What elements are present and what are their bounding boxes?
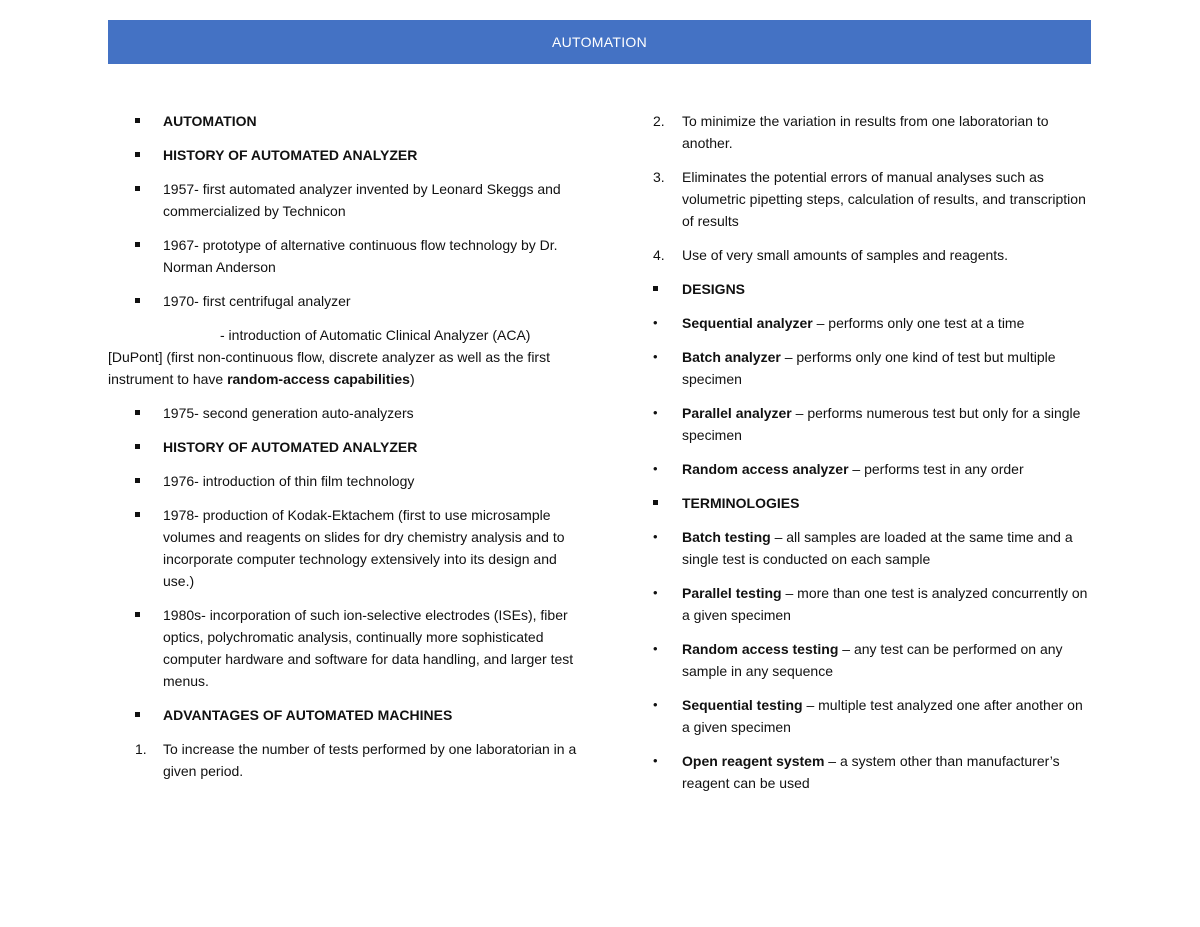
list-item: • Random access analyzer – performs test in any order bbox=[650, 458, 1090, 480]
round-bullet-icon: • bbox=[653, 585, 658, 600]
list-item: • Sequential testing – multiple test analyzed one after another on a given specimen bbox=[650, 694, 1090, 738]
numbered-item: 4. Use of very small amounts of samples and reagents. bbox=[650, 244, 1090, 266]
round-bullet-icon: • bbox=[653, 753, 658, 768]
square-bullet-icon bbox=[135, 470, 155, 492]
round-bullet-icon: • bbox=[653, 641, 658, 656]
square-bullet-icon bbox=[135, 504, 155, 526]
round-bullet-icon: • bbox=[653, 405, 658, 420]
list-item: 1976- introduction of thin film technology bbox=[108, 470, 578, 492]
list-item: • Open reagent system – a system other than manufacturer’s reagent can be used bbox=[650, 750, 1090, 794]
square-bullet-icon bbox=[135, 144, 155, 166]
list-item: • Sequential analyzer – performs only one test at a time bbox=[650, 312, 1090, 334]
round-bullet-icon: • bbox=[653, 461, 658, 476]
round-bullet-icon: • bbox=[653, 315, 658, 330]
list-item: 1970- first centrifugal analyzer bbox=[108, 290, 578, 312]
square-bullet-icon bbox=[135, 704, 155, 726]
list-item: HISTORY OF AUTOMATED ANALYZER bbox=[108, 436, 578, 458]
list-item: DESIGNS bbox=[650, 278, 1090, 300]
list-item: • Random access testing – any test can be performed on any sample in any sequence bbox=[650, 638, 1090, 682]
right-column bbox=[650, 110, 1090, 806]
list-item: 1980s- incorporation of such ion-selective electrodes (ISEs), fiber optics, polychromatic analysis, continually more sophisticated computer hardware and software for data handling, and larger test menus. bbox=[108, 604, 578, 692]
round-bullet-icon: • bbox=[653, 349, 658, 364]
list-item: • Batch testing – all samples are loaded at the same time and a single test is conducted on each sample bbox=[650, 526, 1090, 570]
banner-title: AUTOMATION bbox=[551, 34, 648, 50]
item-number: 3. bbox=[653, 169, 665, 185]
left-column bbox=[108, 110, 578, 794]
item-number: 1. bbox=[135, 741, 147, 757]
square-bullet-icon bbox=[135, 436, 155, 458]
list-item: • Parallel analyzer – performs numerous test but only for a single specimen bbox=[650, 402, 1090, 446]
square-bullet-icon bbox=[653, 278, 673, 300]
list-item: 1967- prototype of alternative continuous flow technology by Dr. Norman Anderson bbox=[108, 234, 578, 278]
square-bullet-icon bbox=[135, 234, 155, 256]
page-banner bbox=[108, 20, 1091, 64]
list-item: TERMINOLOGIES bbox=[650, 492, 1090, 514]
round-bullet-icon: • bbox=[653, 697, 658, 712]
list-item: • Batch analyzer – performs only one kind of test but multiple specimen bbox=[650, 346, 1090, 390]
square-bullet-icon bbox=[653, 492, 673, 514]
round-bullet-icon: • bbox=[653, 529, 658, 544]
square-bullet-icon bbox=[135, 178, 155, 200]
square-bullet-icon bbox=[135, 110, 155, 132]
item-number: 2. bbox=[653, 113, 665, 129]
list-item: HISTORY OF AUTOMATED ANALYZER bbox=[108, 144, 578, 166]
numbered-item: 3. Eliminates the potential errors of manual analyses such as volumetric pipetting steps, calculation of results, and transcription of results bbox=[650, 166, 1090, 232]
numbered-item: 2. To minimize the variation in results from one laboratorian to another. bbox=[650, 110, 1090, 154]
list-item: 1957- first automated analyzer invented by Leonard Skeggs and commercialized by Technicon bbox=[108, 178, 578, 222]
list-item: • Parallel testing – more than one test is analyzed concurrently on a given specimen bbox=[650, 582, 1090, 626]
square-bullet-icon bbox=[135, 290, 155, 312]
list-item: ADVANTAGES OF AUTOMATED MACHINES bbox=[108, 704, 578, 726]
list-item: 1975- second generation auto-analyzers bbox=[108, 402, 578, 424]
square-bullet-icon bbox=[135, 604, 155, 626]
list-item: 1978- production of Kodak-Ektachem (first to use microsample volumes and reagents on slides for dry chemistry analysis and to incorporate computer technology extensively into its design and use.) bbox=[108, 504, 578, 592]
list-item: AUTOMATION bbox=[108, 110, 578, 132]
item-number: 4. bbox=[653, 247, 665, 263]
aca-paragraph: - introduction of Automatic Clinical Analyzer (ACA) [DuPont] (first non-continuous flow, discrete analyzer as well as the first instrument to have random-access capabilities) bbox=[108, 327, 550, 387]
numbered-item: 1. To increase the number of tests performed by one laboratorian in a given period. bbox=[108, 738, 578, 782]
square-bullet-icon bbox=[135, 402, 155, 424]
